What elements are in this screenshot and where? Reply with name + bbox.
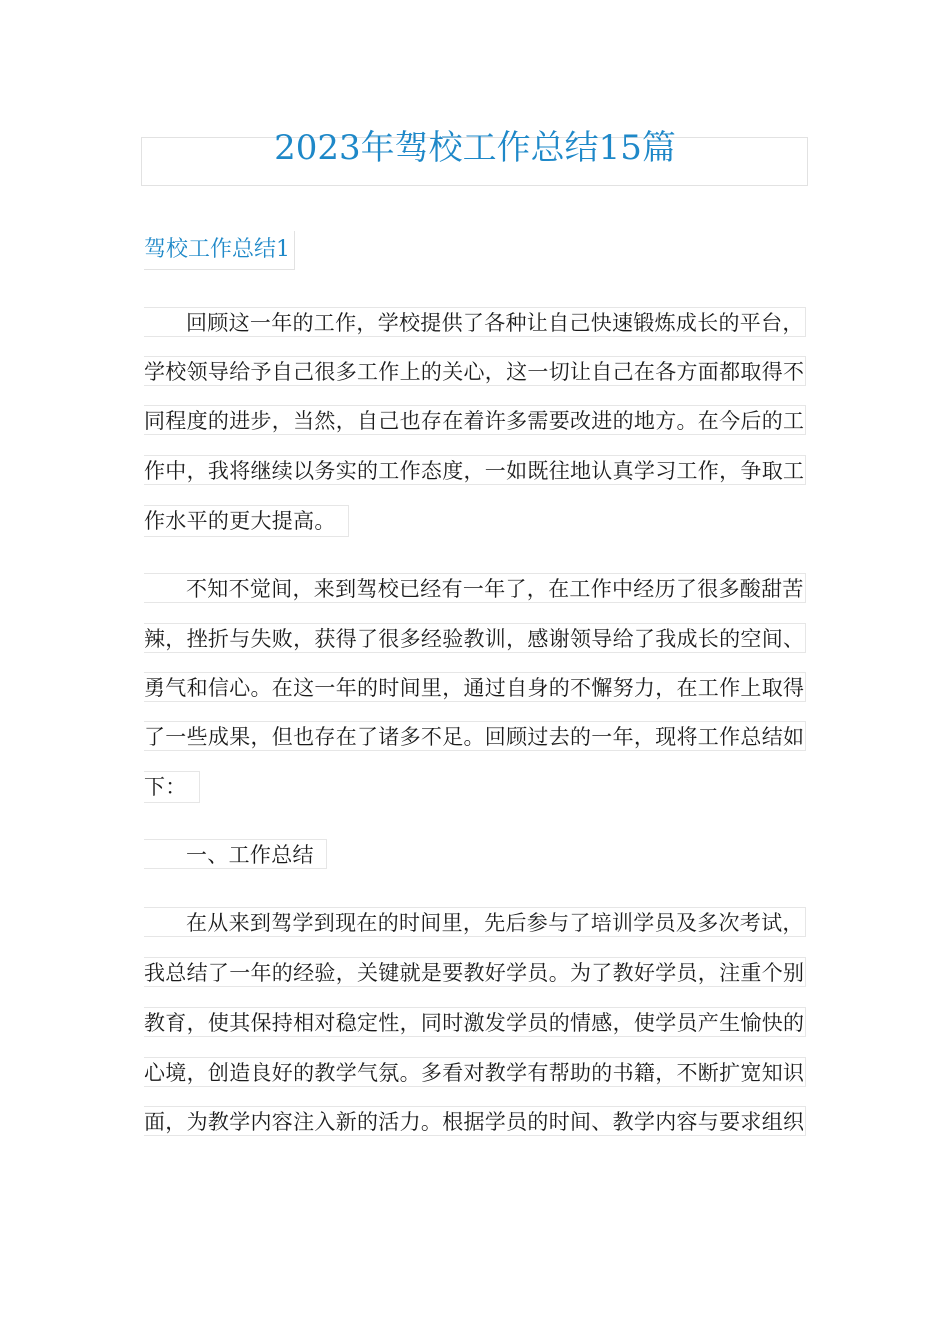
paragraph-1-line-1: 回顾这一年的工作，学校提供了各种让自己快速锻炼成长的平台， (144, 307, 806, 337)
paragraph-1-line-5: 作水平的更大提高。 (144, 505, 349, 537)
paragraph-3-line-4: 心境，创造良好的教学气氛。多看对教学有帮助的书籍，不断扩宽知识 (144, 1057, 806, 1087)
paragraph-2-line-1: 不知不觉间，来到驾校已经有一年了，在工作中经历了很多酸甜苦 (144, 573, 806, 603)
paragraph-3-line-2: 我总结了一年的经验，关键就是要教好学员。为了教好学员，注重个别 (144, 957, 806, 987)
paragraph-2-line-4: 了一些成果，但也存在了诸多不足。回顾过去的一年，现将工作总结如 (144, 721, 806, 751)
document-title: 2023年驾校工作总结15篇 (274, 128, 676, 168)
paragraph-1-line-2: 学校领导给予自己很多工作上的关心，这一切让自己在各方面都取得不 (144, 356, 806, 386)
paragraph-3-line-3: 教育，使其保持相对稳定性，同时激发学员的情感，使学员产生愉快的 (144, 1007, 806, 1037)
paragraph-1-line-4: 作中，我将继续以务实的工作态度，一如既往地认真学习工作，争取工 (144, 455, 806, 485)
paragraph-3-line-5: 面，为教学内容注入新的活力。根据学员的时间、教学内容与要求组织 (144, 1106, 806, 1136)
paragraph-3-line-1: 在从来到驾学到现在的时间里，先后参与了培训学员及多次考试， (144, 907, 806, 937)
paragraph-2-line-2: 辣，挫折与失败，获得了很多经验教训，感谢领导给了我成长的空间、 (144, 623, 806, 653)
subheading-work-summary: 一、工作总结 (144, 839, 327, 869)
paragraph-2-line-3: 勇气和信心。在这一年的时间里，通过自身的不懈努力，在工作上取得 (144, 672, 806, 702)
paragraph-2-line-5: 下： (144, 771, 200, 803)
section-heading: 驾校工作总结1 (144, 231, 295, 270)
paragraph-1-line-3: 同程度的进步，当然，自己也存在着许多需要改进的地方。在今后的工 (144, 405, 806, 435)
